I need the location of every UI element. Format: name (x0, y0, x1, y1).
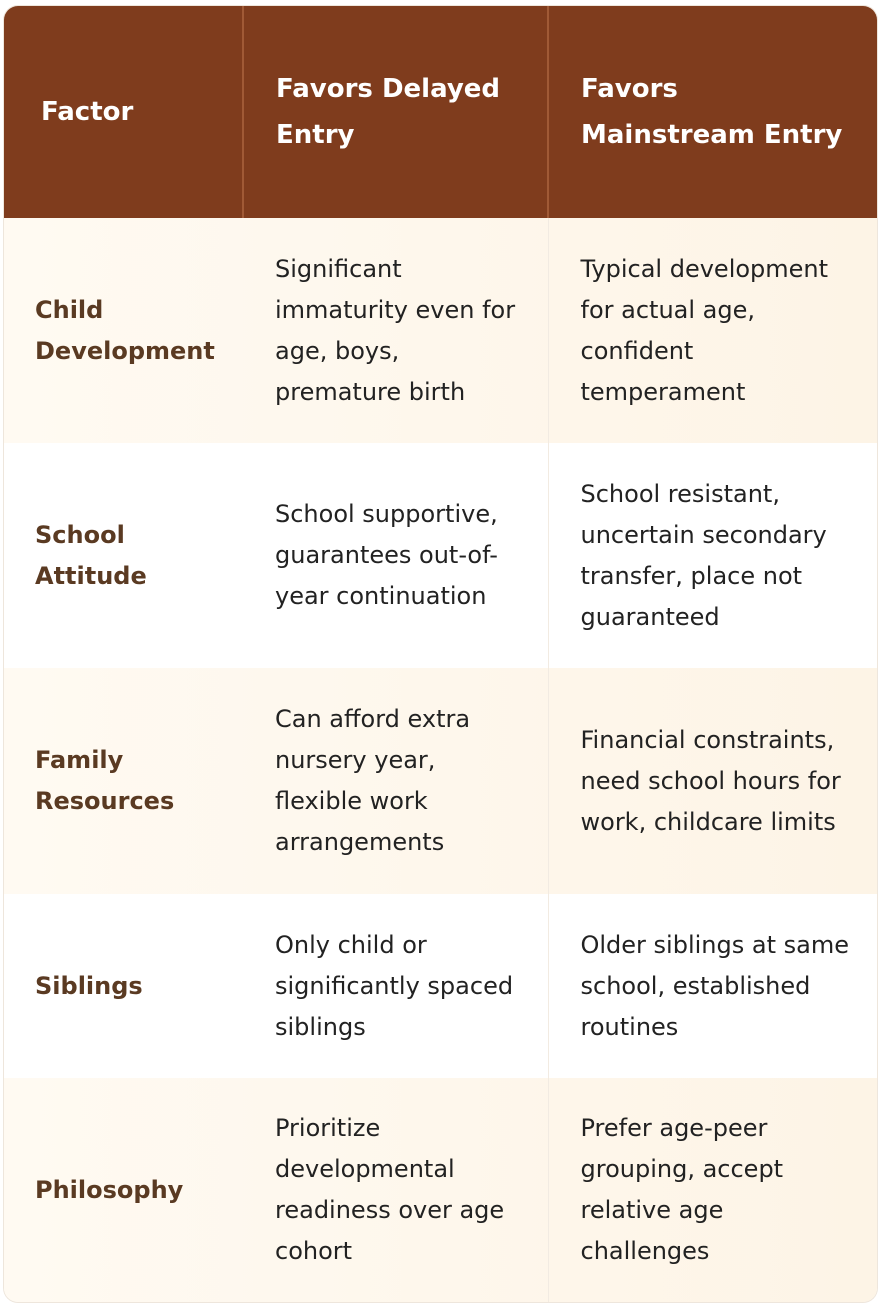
factor-cell: Siblings (35, 971, 143, 1000)
table-row (4, 668, 877, 894)
mainstream-cell: Typical development for actual age, confident temperament (580, 254, 829, 406)
delayed-cell: Significant immaturity even for age, boys, premature birth (243, 218, 548, 443)
header-row (4, 6, 877, 218)
table-row (4, 1078, 877, 1302)
table-row (4, 218, 877, 443)
factors-table (4, 6, 877, 1302)
delayed-cell: School supportive, guarantees out-of-year continuation (243, 443, 548, 668)
comparison-table (4, 6, 877, 1302)
mainstream-cell: Financial constraints, need school hours for work, childcare limits (580, 725, 841, 836)
factor-cell: Child Development (35, 295, 215, 365)
mainstream-cell: School resistant, uncertain secondary transfer, place not guaranteed (580, 479, 827, 631)
factor-cell: School Attitude (35, 520, 147, 590)
mainstream-cell: Prefer age-peer grouping, accept relative age challenges (580, 1114, 784, 1265)
mainstream-cell: Older siblings at same school, established routines (580, 930, 849, 1041)
delayed-cell: Only child or significantly spaced siblings (243, 894, 548, 1078)
table-body (4, 218, 877, 1302)
header-factor: Factor (4, 6, 243, 218)
delayed-cell: Prioritize developmental readiness over age cohort (243, 1078, 548, 1302)
table-row (4, 894, 877, 1078)
factor-cell: Philosophy (35, 1175, 184, 1204)
factor-cell: Family Resources (35, 746, 175, 815)
table-header (4, 6, 877, 218)
delayed-cell: Can afford extra nursery year, flexible work arrangements (243, 668, 548, 894)
header-favors-mainstream: Favors Mainstream Entry (548, 6, 877, 218)
header-favors-delayed: Favors Delayed Entry (243, 6, 548, 218)
table-row (4, 443, 877, 668)
